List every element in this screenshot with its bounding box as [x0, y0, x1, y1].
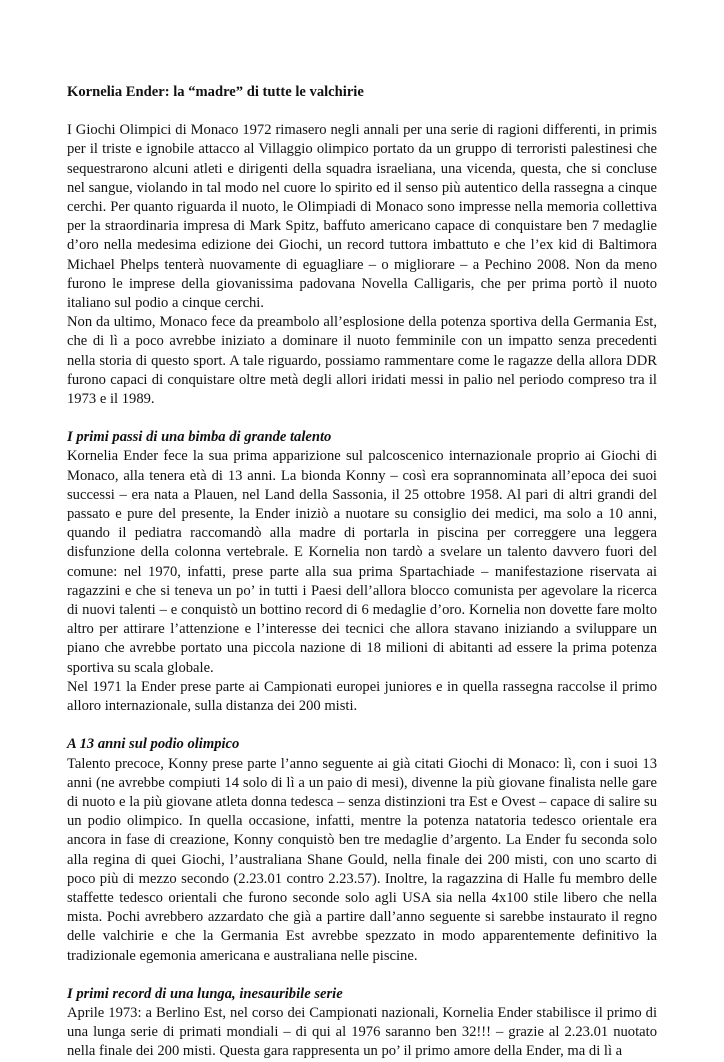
intro-paragraph: I Giochi Olimpici di Monaco 1972 rimasero negli annali per una serie di ragioni differenti, in primis per il triste e ignobile attacco al Villaggio olimpico portato da un gruppo di terroristi palestinesi che sequestrarono alcuni atleti e dirigenti della squadra israeliana, una vicenda, questa, che si concluse nel sangue, violando in tal modo nel cuore lo spirito ed il senso più autentico della rassegna a cinque cerchi. Per quanto riguarda il nuoto, le Olimpiadi di Monaco sono impresse nella memoria collettiva per la straordinaria impresa di Mark Spitz, baffuto americano capace di conquistare ben 7 medaglie d’oro nella medesima edizione dei Giochi, un record tuttora imbattuto e che l’ex kid di Baltimora Michael Phelps tenterà nuovamente di eguagliare – o migliorare – a Pechino 2008. Non da meno furono le imprese della giovanissima padovana Novella Calligaris, che per prima portò il nuoto italiano sul podio a cinque cerchi.	[67, 122, 657, 312]
section-heading: I primi passi di una bimba di grande talento	[67, 429, 332, 446]
body-paragraph: Kornelia Ender fece la sua prima apparizione sul palcoscenico internazionale proprio ai Giochi di Monaco, alla tenera età di 13 anni. La bionda Konny – così era soprannominata all’epoca dei suoi successi – era nata a Plauen, nel Land della Sassonia, il 25 ottobre 1958. Al pari di altri grandi del passato e pure del presente, la Ender iniziò a nuotare su consiglio dei medici, ma solo a 10 anni, quando il pediatra raccomandò alla madre di portarla in piscina per correggere una leggera disfunzione della colonna vertebrale. E Kornelia non tardò a svelare un talento davvero fuori del comune: nel 1970, infatti, prese parte alla sua prima Spartachiade – manifestazione riservata ai ragazzini e che si teneva un po’ in tutti i Paesi dell’allora blocco comunista per agevolare la ricerca di nuovi talenti – e conquistò un bottino record di 6 medaglie d’oro. Kornelia non dovette fare molto altro per attirare l’attenzione e l’interesse dei tecnici che allora stavano iniziando a sviluppare un piano che avrebbe portato una piccola nazione di 18 milioni di abitanti ad essere la prima potenza sportiva su scala globale.	[67, 448, 657, 676]
body-paragraph: Talento precoce, Konny prese parte l’anno seguente ai già citati Giochi di Monaco: lì, con i suoi 13 anni (ne avrebbe compiuti 14 solo di lì a un paio di mesi), divenne la più giovane finalista nelle gare di nuoto e la più giovane atleta donna tedesca – senza distinzioni tra Est e Ovest – capace di salire su un podio olimpico. In quella occasione, infatti, mentre la potenza natatoria tedesco orientale era ancora in fase di creazione, Konny conquistò ben tre medaglie d’argento. La Ender fu seconda solo alla regina di quei Giochi, l’australiana Shane Gould, nella finale dei 200 misti, con uno scarto di poco più di mezzo secondo (2.23.01 contro 2.23.57). Inoltre, la ragazzina di Halle fu membro delle staffette tedesco orientali che furono seconde solo agli USA sia nella 4x100 stile libero che nella mista. Pochi avrebbero azzardato che già a partire dall’anno seguente si sarebbe instaurato il regno delle valchirie e che la Germania Est avrebbe spezzato in modo apparentemente definitivo la tradizionale egemonia americana e australiana nelle piscine.	[67, 755, 657, 964]
intro-paragraph: Non da ultimo, Monaco fece da preambolo all’esplosione della potenza sportiva della Germania Est, che di lì a poco avrebbe iniziato a dominare il nuoto femminile con un impatto senza precedenti nella storia di questo sport. A tale riguardo, possiamo rammentare come le ragazze della allora DDR furono capaci di conquistare oltre metà degli allori iridati messi in palio nel periodo compreso tra il 1973 e il 1989.	[67, 314, 657, 408]
section-heading: I primi record di una lunga, inesauribile serie	[67, 985, 343, 1002]
section-heading: A 13 anni sul podio olimpico	[67, 736, 240, 753]
document-page	[67, 83, 657, 1062]
body-paragraph: Aprile 1973: a Berlino Est, nel corso dei Campionati nazionali, Kornelia Ender stabilisce il primo di una lunga serie di primati mondiali – di qui al 1976 saranno ben 32!!! – grazie al 2.23.01 nuotato nella finale dei 200 misti. Questa gara rappresenta un po’ il primo amore della Ender, ma di lì a	[67, 1004, 657, 1060]
document-title: Kornelia Ender: la “madre” di tutte le valchirie	[67, 84, 364, 100]
body-paragraph: Nel 1971 la Ender prese parte ai Campionati europei juniores e in quella rassegna raccolse il primo alloro internazionale, sulla distanza dei 200 misti.	[67, 678, 657, 715]
